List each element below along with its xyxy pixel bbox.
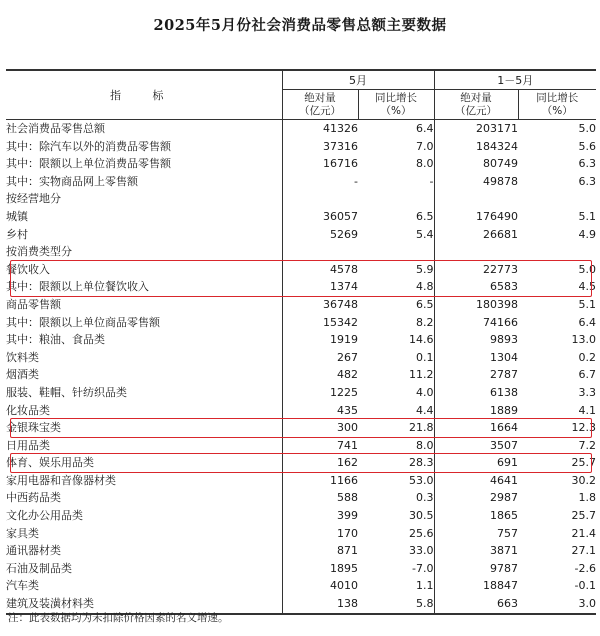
ytd-yoy-cell: 3.0 [518,595,596,614]
table-row [6,349,596,367]
table-row [6,208,596,226]
ytd-yoy-cell: 13.0 [571,333,596,347]
ytd-abs-cell: 691 [497,456,518,470]
month-yoy-cell: 5.9 [358,261,434,279]
ytd-yoy-cell: 12.3 [571,421,596,435]
ytd-abs-cell: 203171 [476,122,518,135]
ytd-yoy-cell: 5.1 [578,209,596,223]
month-yoy-cell: 11.2 [358,366,434,384]
ytd-abs-cell: 1889 [490,403,518,417]
header-month-abs-line1: 绝对量 [304,91,336,104]
month-abs-cell: 300 [337,421,358,435]
table-row [6,296,596,314]
table-row [6,243,596,261]
row-name: 其中：实物商品网上零售额 [6,173,282,191]
row-name: 建筑及装潢材料类 [6,595,282,614]
row-name: 商品零售额 [6,296,282,314]
ytd-yoy-cell [518,190,596,208]
ytd-yoy-cell: 5.1 [578,297,596,311]
month-yoy-cell: 4.0 [358,384,434,402]
table-row [6,366,596,384]
retail-sales-table [6,70,596,615]
ytd-yoy-cell: 4.5 [578,280,596,294]
ytd-abs-cell: 3507 [490,438,518,452]
ytd-yoy-cell: 6.7 [578,368,596,382]
month-yoy-cell [358,243,434,261]
row-name: 按经营地分 [6,190,282,208]
row-name: 其中：限额以上单位餐饮收入 [6,278,282,296]
month-abs-cell: 267 [337,350,358,364]
table-row [6,454,596,472]
month-abs-cell: 138 [282,595,358,614]
month-yoy-cell: 21.8 [358,419,434,437]
ytd-abs-cell: 184324 [476,139,518,153]
month-abs-cell: - [354,174,358,188]
month-abs-cell: 15342 [323,315,358,329]
ytd-yoy-cell: 4.9 [578,227,596,241]
table-row [6,472,596,490]
table-row [6,190,596,208]
table-body [6,120,596,614]
table-row [6,507,596,525]
month-yoy-cell [358,190,434,208]
ytd-abs-cell: 6583 [490,280,518,294]
header-row-groups [6,70,596,90]
month-abs-cell: 1374 [330,280,358,294]
row-name: 通讯器材类 [6,542,282,560]
ytd-yoy-cell: 5.6 [578,139,596,153]
ytd-yoy-cell: 1.8 [578,491,596,505]
row-name: 日用品类 [6,437,282,455]
ytd-yoy-cell: 21.4 [571,526,596,540]
ytd-abs-cell: 3871 [490,544,518,558]
ytd-abs-cell: 4641 [490,473,518,487]
month-yoy-cell: 53.0 [358,472,434,490]
row-name: 其中：限额以上单位商品零售额 [6,314,282,332]
header-ytd-abs-line2: （亿元） [455,104,497,117]
month-yoy-cell: -7.0 [358,560,434,578]
ytd-abs-cell: 22773 [483,262,518,276]
table-row [6,542,596,560]
month-yoy-cell: - [358,173,434,191]
month-abs-cell [282,190,358,208]
header-ytd-yoy-line2: （%） [541,104,573,117]
row-name: 服装、鞋帽、针纺织品类 [6,384,282,402]
table-row [6,120,596,138]
ytd-yoy-cell: 6.4 [578,315,596,329]
month-yoy-cell: 28.3 [358,454,434,472]
row-name: 其中：限额以上单位消费品零售额 [6,155,282,173]
table-row [6,226,596,244]
ytd-abs-cell: 1304 [490,350,518,364]
row-name: 汽车类 [6,577,282,595]
month-yoy-cell: 30.5 [358,507,434,525]
ytd-yoy-cell: 27.1 [571,544,596,558]
header-ytd-group: 1－5月 [497,73,534,87]
month-yoy-cell: 8.0 [358,437,434,455]
header-indicator: 指 标 [6,70,282,120]
ytd-yoy-cell: -0.1 [574,579,596,593]
row-name: 其中：除汽车以外的消费品零售额 [6,138,282,156]
ytd-yoy-cell: 0.2 [578,350,596,364]
ytd-abs-cell [434,243,518,261]
month-abs-cell: 36057 [323,209,358,223]
table-row [6,402,596,420]
table-row [6,419,596,437]
month-abs-cell: 4578 [330,262,358,276]
header-ytd-abs-line1: 绝对量 [460,91,492,104]
month-abs-cell: 41326 [323,122,358,135]
header-month-abs [282,90,358,120]
month-yoy-cell: 0.1 [358,349,434,367]
month-yoy-cell: 8.2 [358,314,434,332]
month-yoy-cell: 7.0 [358,138,434,156]
ytd-abs-cell: 180398 [476,297,518,311]
month-abs-cell [282,243,358,261]
ytd-yoy-cell: 6.3 [578,174,596,188]
month-abs-cell: 1919 [330,333,358,347]
table-row [6,525,596,543]
row-name: 金银珠宝类 [6,419,282,437]
ytd-abs-cell: 6138 [490,385,518,399]
ytd-yoy-cell: 4.1 [578,403,596,417]
header-ytd-yoy [518,90,596,120]
month-yoy-cell: 5.4 [358,226,434,244]
footnote: 注：此表数据均为未扣除价格因素的名义增速。 [8,612,229,624]
row-name: 按消费类型分 [6,243,282,261]
ytd-abs-cell: 757 [497,526,518,540]
table-row [6,173,596,191]
month-yoy-cell: 8.0 [358,155,434,173]
ytd-abs-cell: 2787 [490,368,518,382]
ytd-abs-cell: 663 [434,595,518,614]
ytd-abs-cell: 18847 [483,579,518,593]
row-name: 饮料类 [6,349,282,367]
ytd-yoy-cell: 25.7 [571,509,596,523]
row-name: 体育、娱乐用品类 [6,454,282,472]
month-yoy-cell: 6.4 [358,120,434,138]
month-yoy-cell: 4.4 [358,402,434,420]
month-yoy-cell: 14.6 [358,331,434,349]
ytd-abs-cell: 74166 [483,315,518,329]
month-yoy-cell: 0.3 [358,489,434,507]
month-yoy-cell: 6.5 [358,296,434,314]
month-yoy-cell: 33.0 [358,542,434,560]
row-name: 中西药品类 [6,489,282,507]
month-abs-cell: 435 [337,403,358,417]
row-name: 化妆品类 [6,402,282,420]
month-yoy-cell: 5.8 [358,595,434,614]
row-name: 文化办公用品类 [6,507,282,525]
month-abs-cell: 36748 [323,297,358,311]
ytd-yoy-cell: -2.6 [574,561,596,575]
row-name: 乡村 [6,226,282,244]
table-row [6,261,596,279]
header-month-yoy-line1: 同比增长 [375,91,417,104]
row-name: 其中：粮油、食品类 [6,331,282,349]
ytd-abs-cell: 2987 [490,491,518,505]
table-row [6,314,596,332]
month-abs-cell: 1166 [330,473,358,487]
month-yoy-cell: 4.8 [358,278,434,296]
month-abs-cell: 162 [337,456,358,470]
month-abs-cell: 16716 [323,157,358,171]
table-row [6,560,596,578]
row-name: 石油及制品类 [6,560,282,578]
row-name: 家具类 [6,525,282,543]
row-name: 餐饮收入 [6,261,282,279]
month-yoy-cell: 6.5 [358,208,434,226]
page-title: 2025年5月份社会消费品零售总额主要数据 [153,17,447,34]
ytd-yoy-cell: 5.0 [578,262,596,276]
ytd-yoy-cell: 6.3 [578,157,596,171]
month-abs-cell: 741 [337,438,358,452]
row-name: 烟酒类 [6,366,282,384]
ytd-abs-cell: 80749 [483,157,518,171]
ytd-abs-cell: 9787 [490,561,518,575]
ytd-yoy-cell: 3.3 [578,385,596,399]
table-row [6,489,596,507]
table-row [6,384,596,402]
month-abs-cell: 588 [337,491,358,505]
ytd-abs-cell [434,190,518,208]
ytd-yoy-cell: 25.7 [571,456,596,470]
table-row [6,577,596,595]
table-row [6,437,596,455]
ytd-abs-cell: 49878 [483,174,518,188]
ytd-yoy-cell [518,243,596,261]
row-name: 家用电器和音像器材类 [6,472,282,490]
month-abs-cell: 170 [337,526,358,540]
month-abs-cell: 1225 [330,385,358,399]
ytd-abs-cell: 26681 [483,227,518,241]
ytd-abs-cell: 1664 [490,421,518,435]
header-month-yoy-line2: （%） [380,104,412,117]
table-row [6,138,596,156]
month-yoy-cell: 25.6 [358,525,434,543]
header-ytd-yoy-line1: 同比增长 [536,91,579,104]
month-yoy-cell: 1.1 [358,577,434,595]
header-month-group: 5月 [282,70,434,90]
row-name: 社会消费品零售总额 [6,120,282,138]
month-abs-cell: 399 [337,509,358,523]
month-abs-cell: 1895 [330,561,358,575]
header-month-abs-line2: （亿元） [299,104,341,117]
table-row [6,155,596,173]
ytd-abs-cell: 9893 [490,333,518,347]
table-row [6,331,596,349]
ytd-yoy-cell: 30.2 [571,473,596,487]
month-abs-cell: 482 [337,368,358,382]
month-abs-cell: 4010 [330,579,358,593]
ytd-abs-cell: 176490 [476,209,518,223]
header-month-yoy [358,90,434,120]
month-abs-cell: 37316 [323,139,358,153]
ytd-yoy-cell: 5.0 [578,122,596,135]
header-ytd-abs [434,90,518,120]
row-name: 城镇 [6,208,282,226]
table-row [6,278,596,296]
ytd-abs-cell: 1865 [490,509,518,523]
month-abs-cell: 871 [337,544,358,558]
ytd-yoy-cell: 7.2 [578,438,596,452]
month-abs-cell: 5269 [330,227,358,241]
